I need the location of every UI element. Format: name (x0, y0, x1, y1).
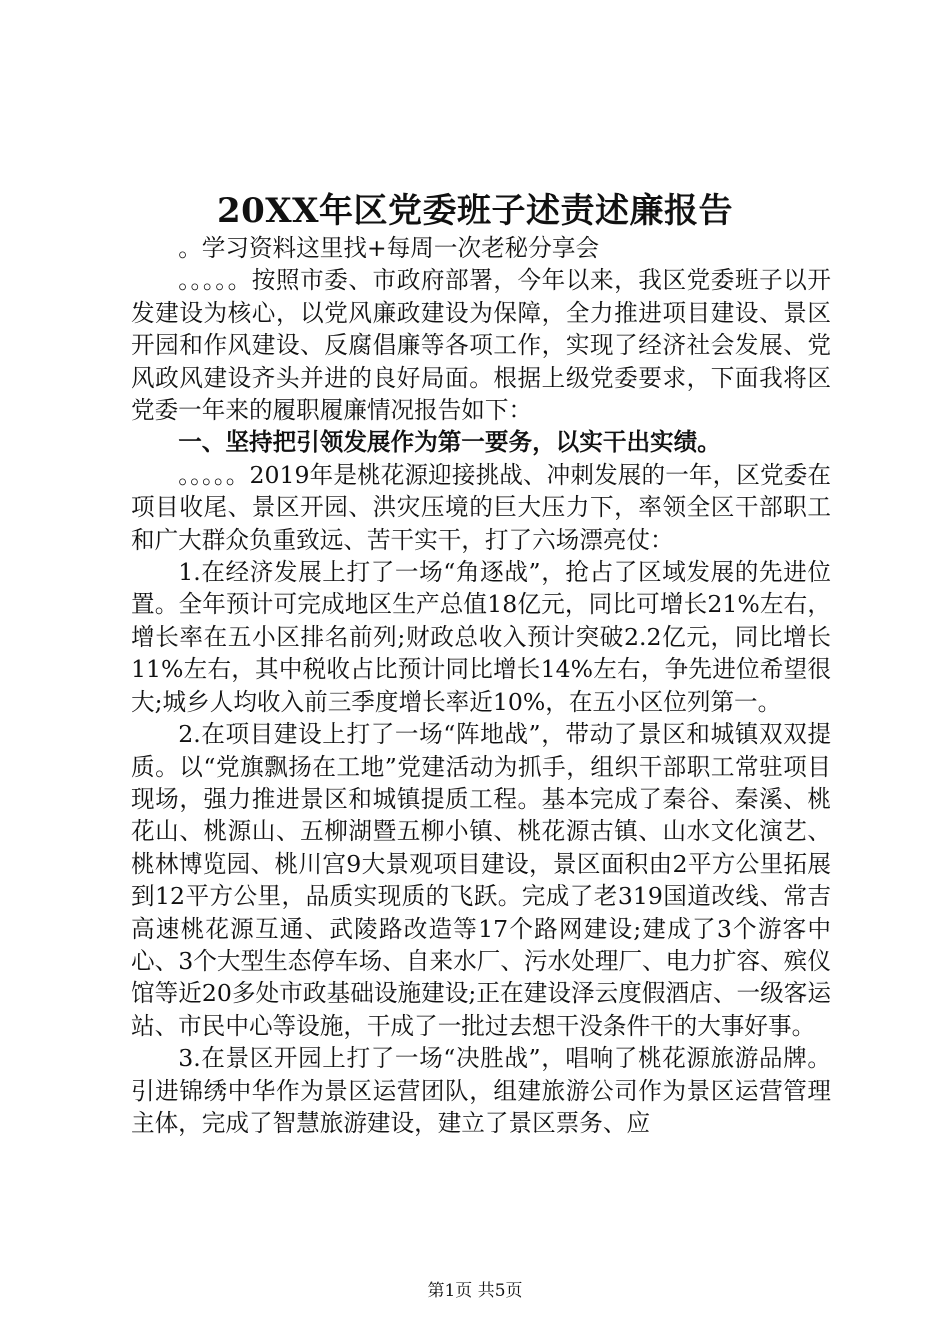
section-heading-1: 一、坚持把引领发展作为第一要务，以实干出实绩。 (178, 428, 721, 457)
paragraph-scenic-opening: 3.在景区开园上打了一场“决胜战”，唱响了桃花源旅游品牌。引进锦绣中华作为景区运营团队，组建旅游公司作为景区运营管理主体，完成了智慧旅游建设，建立了景区票务、应 (131, 1044, 831, 1137)
paragraph-economy: 1.在经济发展上打了一场“角逐战”，抢占了区域发展的先进位置。全年预计可完成地区生产总值18亿元，同比可增长21%左右，增长率在五小区排名前列;财政总收入预计突破2.2亿元，同比增长11%左右，其中税收占比预计同比增长14%左右，争先进位希望很大;城乡人均收入前三季度增长率近10%，在五小区位列第一。 (131, 558, 831, 716)
paragraph-opening: 。。。。。按照市委、市政府部署，今年以来，我区党委班子以开发建设为核心，以党风廉政建设为保障，全力推进项目建设、景区开园和作风建设、反腐倡廉等各项工作，实现了经济社会发展、党风政风建设齐头并进的良好局面。根据上级党委要求，下面我将区党委一年来的履职履廉情况报告如下： (131, 266, 831, 425)
intro-note: 。学习资料这里找+每周一次老秘分享会 (178, 234, 600, 262)
page-footer: 第1页 共5页 (427, 1281, 523, 1301)
document-body (131, 232, 831, 1139)
paragraph-projects: 2.在项目建设上打了一场“阵地战”，带动了景区和城镇双双提质。以“党旗飘扬在工地”党建活动为抓手，组织干部职工常驻项目现场，强力推进景区和城镇提质工程。基本完成了秦谷、秦溪、桃花山、桃源山、五柳湖暨五柳小镇、桃花源古镇、山水文化演艺、桃林博览园、桃川宫9大景观项目建设，景区面积由2平方公里拓展到12平方公里，品质实现质的飞跃。完成了老319国道改线、常吉高速桃花源互通、武陵路改造等17个路网建设;建成了3个游客中心、3个大型生态停车场、自来水厂、污水处理厂、电力扩容、殡仪馆等近20多处市政基础设施建设;正在建设泽云度假酒店、一级客运站、市民中心等设施，干成了一批过去想干没条件干的大事好事。 (131, 720, 831, 1040)
document-title: 20XX年区党委班子述责述廉报告 (216, 191, 734, 231)
paragraph-2019-overview: 。。。。。2019年是桃花源迎接挑战、冲刺发展的一年，区党委在项目收尾、景区开园、洪灾压境的巨大压力下，率领全区干部职工和广大群众负重致远、苦干实干，打了六场漂亮仗： (131, 460, 831, 554)
